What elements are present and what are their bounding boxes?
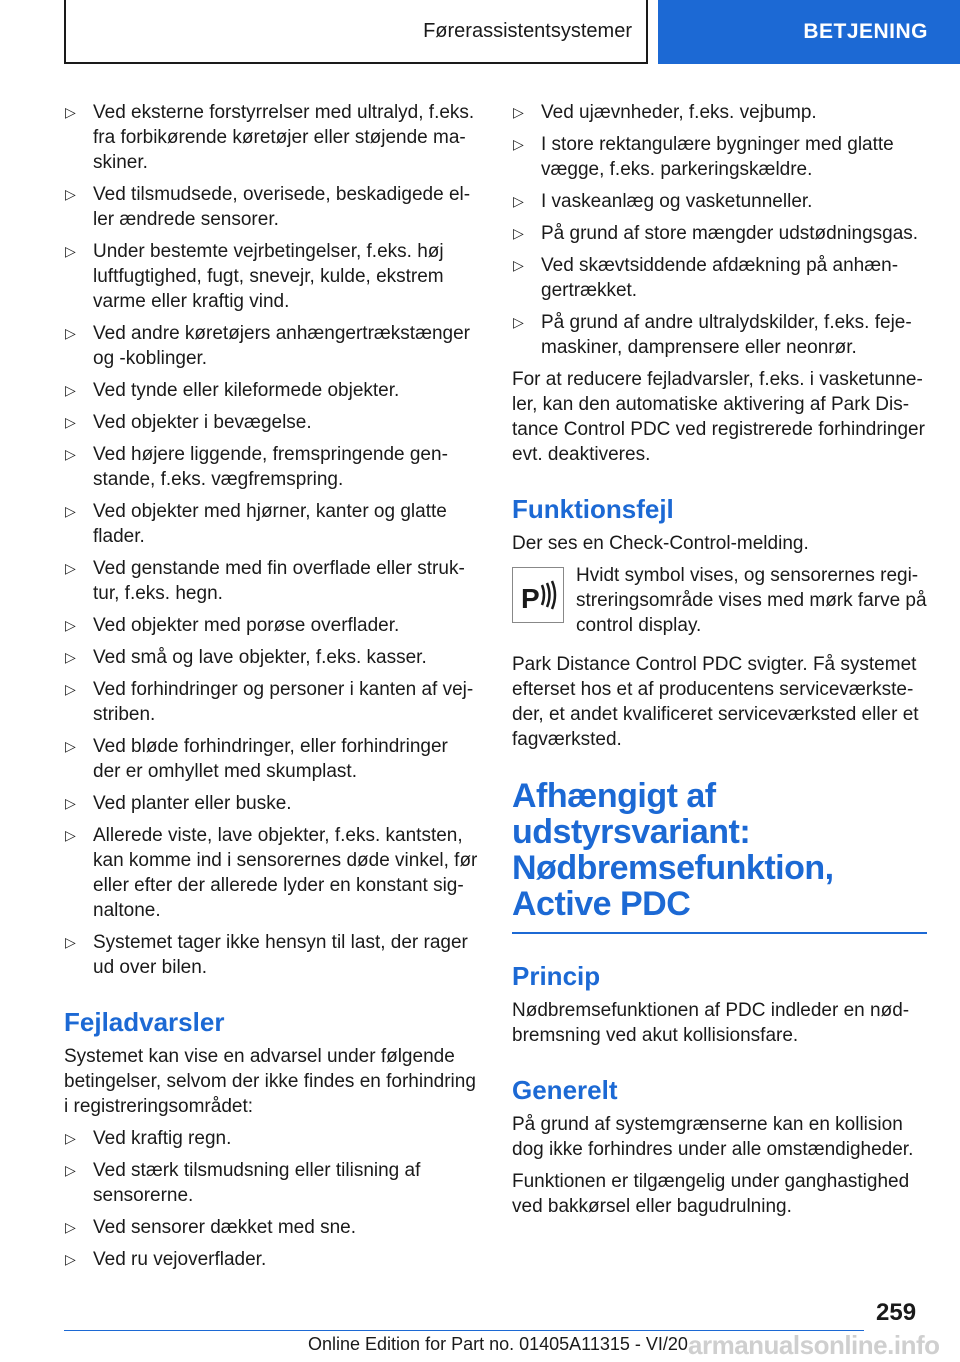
list-item [512,310,927,360]
header-tab-label: BETJENING [803,20,928,43]
bullet-triangle-icon: ▷ [513,193,524,209]
bullet-triangle-icon: ▷ [65,681,76,697]
svg-text:P: P [521,583,540,614]
paragraph-fejladvarsler: Systemet kan vise en advarsel under følgende betingelser, selvom der ikke findes en forhindring i registreringsområdet: [64,1046,476,1117]
pdc-warning-icon [512,567,564,623]
bullet-triangle-icon: ▷ [65,104,76,120]
list-item [64,930,479,980]
icon-note [512,563,927,638]
list-item [64,410,479,435]
list-item-text: På grund af andre ultralydskilder, f.eks. feje‐ maskiner, damprensere eller neonrør. [541,312,912,358]
list-item-text: Systemet tager ikke hensyn til last, der rager ud over bilen. [93,932,468,978]
list-item [64,791,479,816]
left-bullet-list-2 [64,1126,479,1272]
list-item-text: Ved objekter i bevægelse. [93,412,312,433]
list-item-text: Allerede viste, lave objekter, f.eks. kantsten, kan komme ind i sensorernes døde vinkel, før eller efter der allerede lyder en konstant sig‐ naltone. [93,825,478,921]
list-item-text: I store rektangulære bygninger med glatte vægge, f.eks. parkeringskældre. [541,134,894,180]
list-item [64,182,479,232]
bullet-triangle-icon: ▷ [65,1130,76,1146]
list-item-text: I vaskeanlæg og vasketunneller. [541,191,813,212]
list-item [64,442,479,492]
right-column [512,100,927,1226]
list-item [64,100,479,175]
list-item [64,1247,479,1272]
bullet-triangle-icon: ▷ [65,560,76,576]
header-section-title: Førerassistentsystemer [423,19,632,42]
list-item [64,378,479,403]
bullet-triangle-icon: ▷ [65,1162,76,1178]
footer-edition: Online Edition for Part no. 01405A11315 - VI/20 [308,1334,688,1354]
bullet-triangle-icon: ▷ [513,225,524,241]
watermark: armanualsonline.info [688,1330,940,1360]
paragraph-generelt-1: På grund af systemgrænserne kan en kollision dog ikke forhindres under alle omstændigheder. [512,1114,914,1160]
bullet-triangle-icon: ▷ [65,827,76,843]
list-item-text: Ved tilsmudsede, overisede, beskadigede el‐ ler ændrede sensorer. [93,184,471,230]
bullet-triangle-icon: ▷ [65,414,76,430]
bullet-triangle-icon: ▷ [65,934,76,950]
bullet-triangle-icon: ▷ [65,1219,76,1235]
list-item [64,1126,479,1151]
heading-fejladvarsler: Fejladvarsler [64,1007,225,1037]
heading-emergency-brake: Afhængigt af udstyrsvariant: Nødbremsefunktion, Active PDC [512,778,927,934]
list-item-text: Ved planter eller buske. [93,793,292,814]
list-item-text: Ved stærk tilsmudsning eller tilisning af sensorerne. [93,1160,421,1206]
list-item [64,734,479,784]
list-item [64,239,479,314]
list-item-text: Ved andre køretøjers anhængertrækstænger og -koblinger. [93,323,471,369]
list-item-text: Ved små og lave objekter, f.eks. kasser. [93,647,427,668]
list-item-text: Ved ujævnheder, f.eks. vejbump. [541,102,817,123]
paragraph-check-control: Der ses en Check-Control-melding. [512,533,809,554]
paragraph-princip: Nødbremsefunktionen af PDC indleder en nød‐ bremsning ved akut kollisionsfare. [512,1000,910,1046]
heading-princip: Princip [512,961,601,991]
icon-note-text: Hvidt symbol vises, og sensorernes regi‐ streringsområde vises med mørk farve på control display. [576,565,927,636]
list-item [64,645,479,670]
list-item-text: Ved genstande med fin overflade eller struk‐ tur, f.eks. hegn. [93,558,465,604]
paragraph-reduce-warnings: For at reducere fejladvarsler, f.eks. i vasketunne‐ ler, kan den automatiske aktivering af Park Dis‐ tance Control PDC ved registrerede forhindringer evt. deaktiveres. [512,369,925,465]
bullet-triangle-icon: ▷ [513,136,524,152]
bullet-triangle-icon: ▷ [65,446,76,462]
list-item-text: Ved højere liggende, fremspringende gen‐ stande, f.eks. vægfremspring. [93,444,448,490]
bullet-triangle-icon: ▷ [65,738,76,754]
header-section [64,0,648,64]
list-item [512,100,927,125]
list-item-text: Ved skævtsiddende afdækning på anhæn‐ gertrækket. [541,255,899,301]
bullet-triangle-icon: ▷ [513,104,524,120]
bullet-triangle-icon: ▷ [65,186,76,202]
list-item [512,132,927,182]
list-item-text: Ved sensorer dækket med sne. [93,1217,356,1238]
list-item-text: Under bestemte vejrbetingelser, f.eks. høj luftfugtighed, fugt, snevejr, kulde, ekstrem varme eller kraftig vind. [93,241,444,312]
paragraph-generelt-2: Funktionen er tilgængelig under ganghastighed ved bakkørsel eller bagudrulning. [512,1171,910,1217]
bullet-triangle-icon: ▷ [65,1251,76,1267]
bullet-triangle-icon: ▷ [65,325,76,341]
bullet-triangle-icon: ▷ [65,503,76,519]
right-bullet-list-1 [512,100,927,360]
list-item [64,1215,479,1240]
list-item-text: På grund af store mængder udstødningsgas. [541,223,919,244]
left-column [64,100,479,1279]
list-item [64,499,479,549]
list-item-text: Ved forhindringer og personer i kanten af vej‐ striben. [93,679,474,725]
bullet-triangle-icon: ▷ [513,257,524,273]
list-item [512,189,927,214]
list-item-text: Ved kraftig regn. [93,1128,232,1149]
list-item-text: Ved bløde forhindringer, eller forhindringer der er omhyllet med skumplast. [93,736,448,782]
list-item [64,321,479,371]
list-item [64,1158,479,1208]
list-item-text: Ved ru vejoverflader. [93,1249,267,1270]
left-bullet-list-1 [64,100,479,980]
bullet-triangle-icon: ▷ [65,617,76,633]
list-item-text: Ved tynde eller kileformede objekter. [93,380,400,401]
list-item [512,253,927,303]
bullet-triangle-icon: ▷ [65,382,76,398]
list-item-text: Ved objekter med hjørner, kanter og glatte flader. [93,501,447,547]
bullet-triangle-icon: ▷ [65,795,76,811]
heading-funktionsfejl: Funktionsfejl [512,494,674,524]
list-item-text: Ved eksterne forstyrrelser med ultralyd, f.eks. fra forbikørende køretøjer eller støjende ma‐ skiner. [93,102,475,173]
list-item-text: Ved objekter med porøse overflader. [93,615,400,636]
list-item [512,221,927,246]
header-tab [658,0,960,64]
bullet-triangle-icon: ▷ [513,314,524,330]
list-item [64,677,479,727]
bullet-triangle-icon: ▷ [65,649,76,665]
paragraph-pdc-failure: Park Distance Control PDC svigter. Få systemet efterset hos et af producentens serviceværkste‐ der, et andet kvalificeret serviceværksted eller et fagværksted. [512,654,919,750]
list-item [64,613,479,638]
heading-generelt: Generelt [512,1075,618,1105]
list-item [64,823,479,923]
list-item [64,556,479,606]
page-number: 259 [876,1299,917,1326]
bullet-triangle-icon: ▷ [65,243,76,259]
